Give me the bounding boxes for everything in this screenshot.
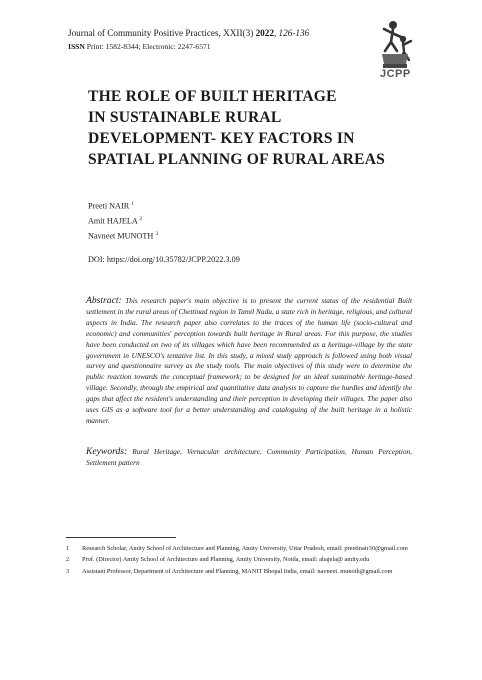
author — [88, 213, 158, 228]
footnote-number: 1 — [66, 545, 70, 552]
footnote-number: 3 — [66, 567, 70, 575]
journal-pages: 126-136 — [278, 28, 310, 38]
footnote-text: Prof. (Director) Amity School of Architecture and Planning, Amity University, Noida, email: ahajela@ amity.edu — [82, 556, 370, 564]
author-affiliation-mark: 2 — [139, 216, 143, 223]
footnote — [66, 555, 414, 564]
journal-issn — [68, 42, 211, 51]
author — [88, 198, 158, 213]
logo-text: JCPP — [380, 68, 411, 80]
footnote — [66, 567, 414, 576]
author-affiliation-mark: 3 — [155, 231, 159, 238]
author-list — [88, 198, 158, 244]
footnote-divider — [66, 537, 176, 538]
author — [88, 228, 158, 243]
journal-year: 2022 — [255, 28, 274, 38]
author-affiliation-mark: 1 — [131, 201, 135, 207]
keywords-text: Rural Heritage, Vernacular architecture, Community Participation, Human Perception, Settlement pattern — [86, 447, 412, 467]
title-line: THE ROLE OF BUILT HERITAGE — [88, 88, 337, 105]
journal-name: Journal of Community Positive Practices, XXII(3) — [68, 28, 256, 38]
issn-text: Print: 1582-8344; Electronic: 2247-6571 — [84, 42, 211, 51]
abstract — [86, 296, 412, 427]
issn-label: ISSN — [68, 42, 85, 51]
footnote-text: Research Scholar, Amity School of Architecture and Planning, Amity University, Uttar Pradesh, email: preetinair30@gmail.com — [82, 545, 408, 552]
journal-citation — [68, 28, 309, 38]
keywords — [86, 447, 412, 469]
title-line: IN SUSTAINABLE RURAL — [88, 109, 282, 126]
footnote-text: Assistant Professor, Department of Architecture and Planning, MANIT Bhopal India, email: navneet. munoth@gmail.com — [82, 567, 393, 575]
title-line: SPATIAL PLANNING OF RURAL AREAS — [88, 151, 386, 168]
journal-separator: , — [273, 28, 279, 38]
doi-link[interactable]: DOI: https://doi.org/10.35782/JCPP.2022.3.09 — [88, 255, 240, 264]
abstract-text: This research paper's main objective is to present the current status of the residential Built settlement in the rural areas of Chettinad region in Tamil Nadu, a state rich in heritage, religious, and cultural aspects in India. The research paper also correlates to the traces of the human life (socio-cultural and economic) and communities' perception towards built heritage in Rural areas. For this purpose, the studies have been conducted on two of its villages which have been recommended as a heritage-village by the state government in UNESCO's tentative list. In this study, a mixed study approach is followed using both visual survey and questionnaire survey as the study tools. The main objectives of this study were to determine the public reaction towards the conceptual framework; to be designed for an ideal sustainable heritage-based village. Secondly, through the empirical and quantitative data analysis to capture the hurdles and identify the gaps that affect the resident's understanding and their perception in developing their villages. The paper also uses GIS as a software tool for a better understanding and cataloguing of the built heritage in a holistic manner. — [86, 296, 412, 425]
footnote-number: 2 — [66, 556, 70, 564]
abstract-label: Abstract: — [86, 295, 122, 306]
author-name: Preeti NAIR — [88, 201, 132, 211]
paper-title — [88, 86, 418, 170]
footnotes — [66, 544, 414, 578]
footnote — [66, 544, 414, 553]
author-name: Amit HAJELA — [88, 216, 140, 226]
author-name: Navneet MUNOTH — [88, 232, 156, 242]
title-line: DEVELOPMENT- KEY FACTORS IN — [88, 130, 355, 147]
keywords-label: Keywords: — [86, 446, 128, 457]
